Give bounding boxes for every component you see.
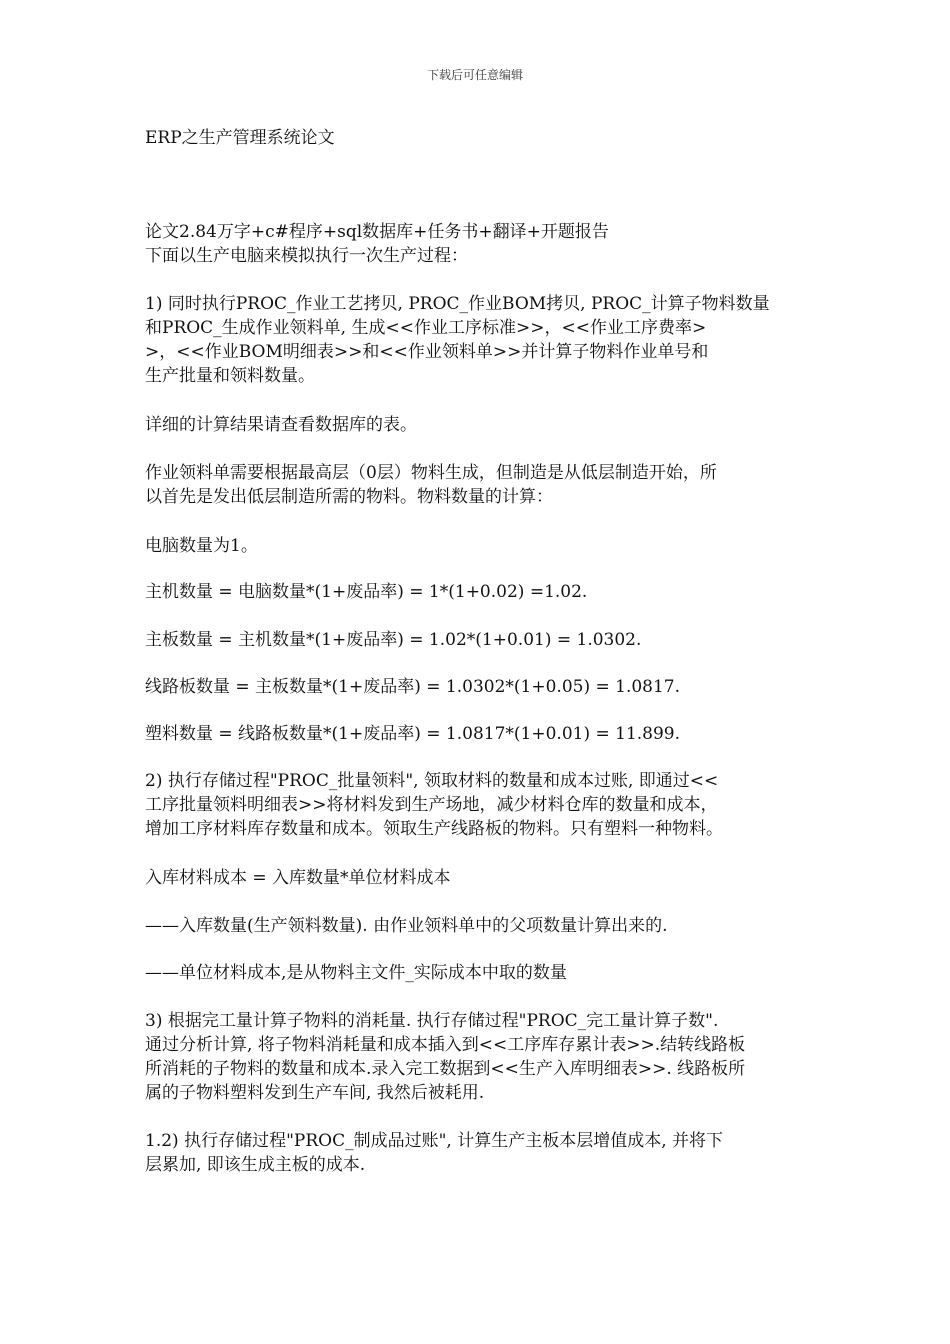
note-unit-cost [145,961,810,985]
paragraph-line: 作业领料单需要根据最高层（0层）物料生成，但制造是从低层制造开始，所 [145,463,717,483]
paragraph-line: 入库材料成本 = 入库数量*单位材料成本 [145,868,451,888]
paragraph-line: 层累加, 即该生成主板的成本. [145,1155,366,1175]
paragraph-step-3 [145,1009,810,1105]
formula-mainboard-qty [145,628,810,652]
paragraph-intro [145,220,810,268]
paragraph-line: 通过分析计算, 将子物料消耗量和成本插入到<<工序库存累计表>>.结转线路板 [145,1035,746,1055]
paragraph-line: 增加工序材料库存数量和成本。领取生产线路板的物料。只有塑料一种物料。 [145,819,723,839]
paragraph-computer-qty [145,534,810,558]
paragraph-line: 属的子物料塑料发到生产车间, 我然后被耗用. [145,1083,485,1103]
page-header: 下载后可任意编辑 [426,68,523,82]
paragraph-detail [145,413,810,437]
paragraph-line: 主机数量 = 电脑数量*(1+废品率) = 1*(1+0.02) =1.02. [145,582,588,602]
paragraph-line: >，<<作业BOM明细表>>和<<作业领料单>>并计算子物料作业单号和 [145,342,709,362]
paragraph-step-1-2 [145,1129,810,1177]
paragraph-line: 电脑数量为1。 [145,536,258,556]
paragraph-line: ——单位材料成本,是从物料主文件_实际成本中取的数量 [145,963,567,983]
paragraph-line: 生产批量和领料数量。 [145,366,315,386]
paragraph-line: 1) 同时执行PROC_作业工艺拷贝, PROC_作业BOM拷贝, PROC_计算子物料数量 [145,294,770,314]
paragraph-step-2 [145,769,810,841]
formula-host-qty [145,580,810,604]
document-title: ERP之生产管理系统论文 [145,128,335,148]
formula-plastic-qty [145,722,810,746]
paragraph-line: 2) 执行存储过程"PROC_批量领料", 领取材料的数量和成本过账, 即通过<< [145,771,719,791]
formula-inbound-cost [145,866,810,890]
paragraph-line: 1.2) 执行存储过程"PROC_制成品过账", 计算生产主板本层增值成本, 并将下 [145,1131,724,1151]
paragraph-line: 线路板数量 = 主板数量*(1+废品率) = 1.0302*(1+0.05) = 1.0817. [145,677,681,697]
paragraph-line: 塑料数量 = 线路板数量*(1+废品率) = 1.0817*(1+0.01) = 11.899. [145,724,681,744]
formula-circuit-qty [145,675,810,699]
paragraph-line: 详细的计算结果请查看数据库的表。 [145,415,417,435]
paragraph-line: 主板数量 = 主机数量*(1+废品率) = 1.02*(1+0.01) = 1.0302. [145,630,642,650]
paragraph-line: 以首先是发出低层制造所需的物料。物料数量的计算： [145,487,553,507]
paragraph-line: ——入库数量(生产领料数量). 由作业领料单中的父项数量计算出来的. [145,916,668,936]
paragraph-line: 下面以生产电脑来模拟执行一次生产过程： [145,246,468,266]
paragraph-step-1 [145,292,810,388]
paragraph-line: 和PROC_生成作业领料单, 生成<<作业工序标准>>，<<作业工序费率> [145,318,707,338]
note-inbound-qty [145,914,810,938]
paragraph-material-order [145,461,810,509]
paragraph-line: 工序批量领料明细表>>将材料发到生产场地，减少材料仓库的数量和成本， [145,795,718,815]
paragraph-line: 3) 根据完工量计算子物料的消耗量. 执行存储过程"PROC_完工量计算子数". [145,1011,719,1031]
paragraph-line: 所消耗的子物料的数量和成本.录入完工数据到<<生产入库明细表>>. 线路板所 [145,1059,746,1079]
paragraph-line: 论文2.84万字+c#程序+sql数据库+任务书+翻译+开题报告 [145,222,609,242]
